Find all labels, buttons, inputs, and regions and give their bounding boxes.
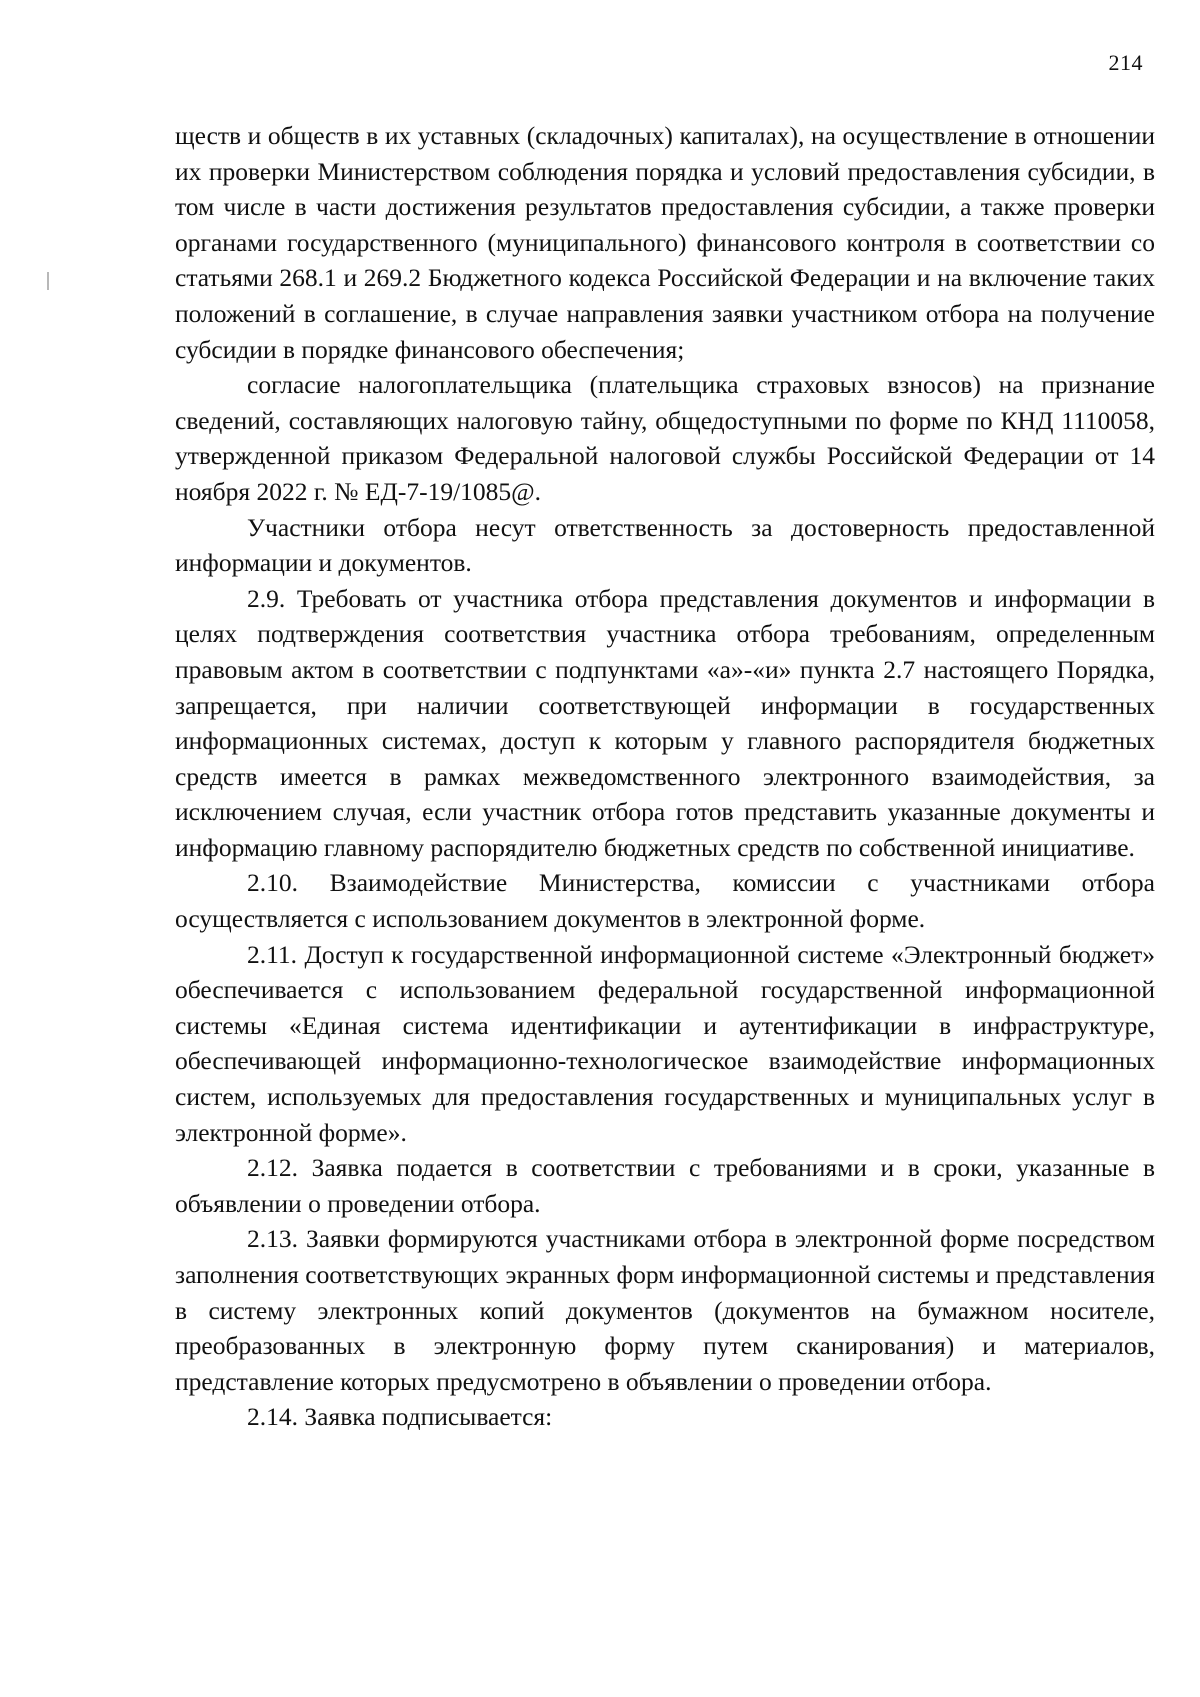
- paragraph-2-12: 2.12. Заявка подается в соответствии с требованиями и в сроки, указанные в объявлении о проведении отбора.: [175, 1153, 1155, 1218]
- scan-edge-mark: [47, 272, 49, 290]
- paragraph-2-14: 2.14. Заявка подписывается:: [247, 1402, 553, 1432]
- paragraph-2-9: 2.9. Требовать от участника отбора представления документов и информации в целях подтверждения соответствия участника отбора требованиям, определенным правовым актом в соответствии с подпунктами «а»-«и» пункта 2.7 настоящего Порядка, запрещается, при наличии соответствующей информации в государственных информационных системах, доступ к которым у главного распорядителя бюджетных средств имеется в рамках межведомственного электронного взаимодействия, за исключением случая, если участник отбора готов представить указанные документы и информацию главному распорядителю бюджетных средств по собственной инициативе.: [175, 583, 1155, 862]
- paragraph-participant-responsibility: Участники отбора несут ответственность за достоверность предоставленной информации и документов.: [175, 512, 1155, 578]
- paragraph-2-11: 2.11. Доступ к государственной информационной системе «Электронный бюджет» обеспечивается с использованием федеральной государственной информационной системы «Единая система идентификации и аутентификации в инфраструктуре, обеспечивающей информационно-технологическое взаимодействие информационных систем, используемых для предоставления государственных и муниципальных услуг в электронной форме».: [175, 939, 1155, 1147]
- paragraph-taxpayer-consent: согласие налогоплательщика (плательщика страховых взносов) на признание сведений, составляющих налоговую тайну, общедоступными по форме по КНД 1110058, утвержденной приказом Федеральной налоговой службы Российской Федерации от 14 ноября 2022 г. № ЕД-7-19/1085@.: [175, 370, 1155, 506]
- paragraph-continuation-permissions: ществ и обществ в их уставных (складочных) капиталах), на осуществление в отношении их проверки Министерством соблюдения порядка и условий предоставления субсидии, в том числе в части достижения результатов предоставления субсидии, а также проверки органами государственного (муниципального) финансового контроля в соответствии со статьями 268.1 и 269.2 Бюджетного кодекса Российской Федерации и на включение таких положений в соглашение, в случае направления заявки участником отбора на получение субсидии в порядке финансового обеспечения;: [175, 121, 1155, 364]
- document-body: [175, 118, 1155, 1435]
- paragraph-2-13: 2.13. Заявки формируются участниками отбора в электронной форме посредством заполнения соответствующих экранных форм информационной системы и представления в систему электронных копий документов (документов на бумажном носителе, преобразованных в электронную форму путем сканирования) и материалов, представление которых предусмотрено в объявлении о проведении отбора.: [175, 1224, 1155, 1396]
- paragraph-2-10: 2.10. Взаимодействие Министерства, комиссии с участниками отбора осуществляется с использованием документов в электронной форме.: [175, 868, 1155, 934]
- page-number: 214: [1108, 50, 1143, 75]
